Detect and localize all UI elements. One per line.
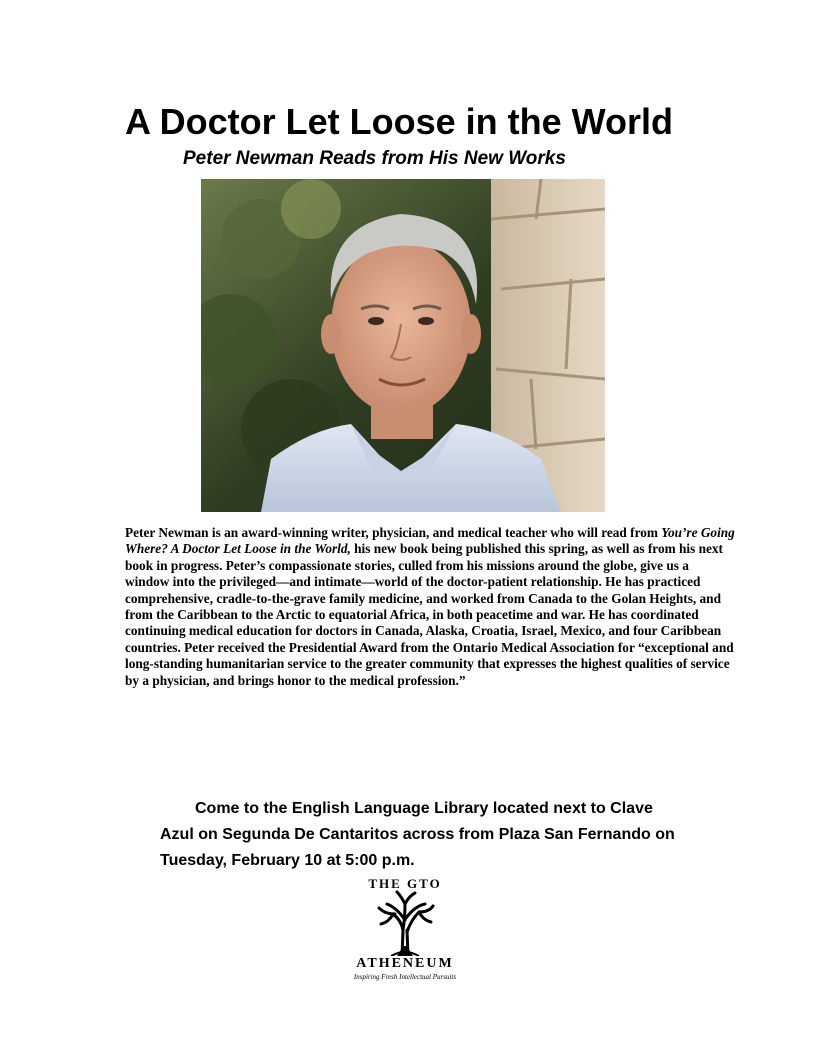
tree-icon: [373, 890, 437, 956]
event-line-1: Come to the English Language Library located next to Clave: [195, 800, 653, 817]
bio-paragraph: [125, 525, 735, 689]
flyer-subtitle: Peter Newman Reads from His New Works: [183, 148, 566, 169]
logo-tagline: Inspiring Fresh Intellectual Pursuits: [353, 973, 457, 981]
bio-text-body: his new book being published this spring, as well as from his next book in progress. Peter’s compassionate stories, culled from his missions around the globe, give us a window into the privileged—and intimate—world of the doctor-patient relationship. He has practiced comprehensive, cradle-to-the-grave family medicine, and worked from Canada to the Golan Heights, and from the Caribbean to the Arctic to equatorial Africa, in both peacetime and war. He has coordinated continuing medical education for doctors in Canada, Alaska, Croatia, Israel, Mexico, and four Caribbean countries. Peter received the Presidential Award from the Ontario Medical Association for “exceptional and long-standing humanitarian service to the greater community that expresses the highest qualities of service by a physician, and brings honor to the medical profession.”: [125, 541, 734, 688]
event-line-2: Azul on Segunda De Cantaritos across from Plaza San Fernando on: [160, 826, 675, 843]
portrait-photo: [201, 179, 605, 512]
event-details: [160, 796, 700, 874]
event-line-3: Tuesday, February 10 at 5:00 p.m.: [160, 852, 415, 869]
logo-name-text: ATHENEUM: [356, 956, 454, 971]
flyer-title: A Doctor Let Loose in the World: [125, 101, 673, 142]
atheneum-logo: [335, 876, 475, 986]
book-title: You’re Going Where? A Doctor Let Loose in the World,: [125, 525, 735, 557]
portrait-illustration: [201, 179, 605, 512]
logo-top-text: THE GTO: [368, 876, 442, 891]
bio-text-intro: Peter Newman is an award-winning writer, physician, and medical teacher who will read from: [125, 525, 662, 540]
